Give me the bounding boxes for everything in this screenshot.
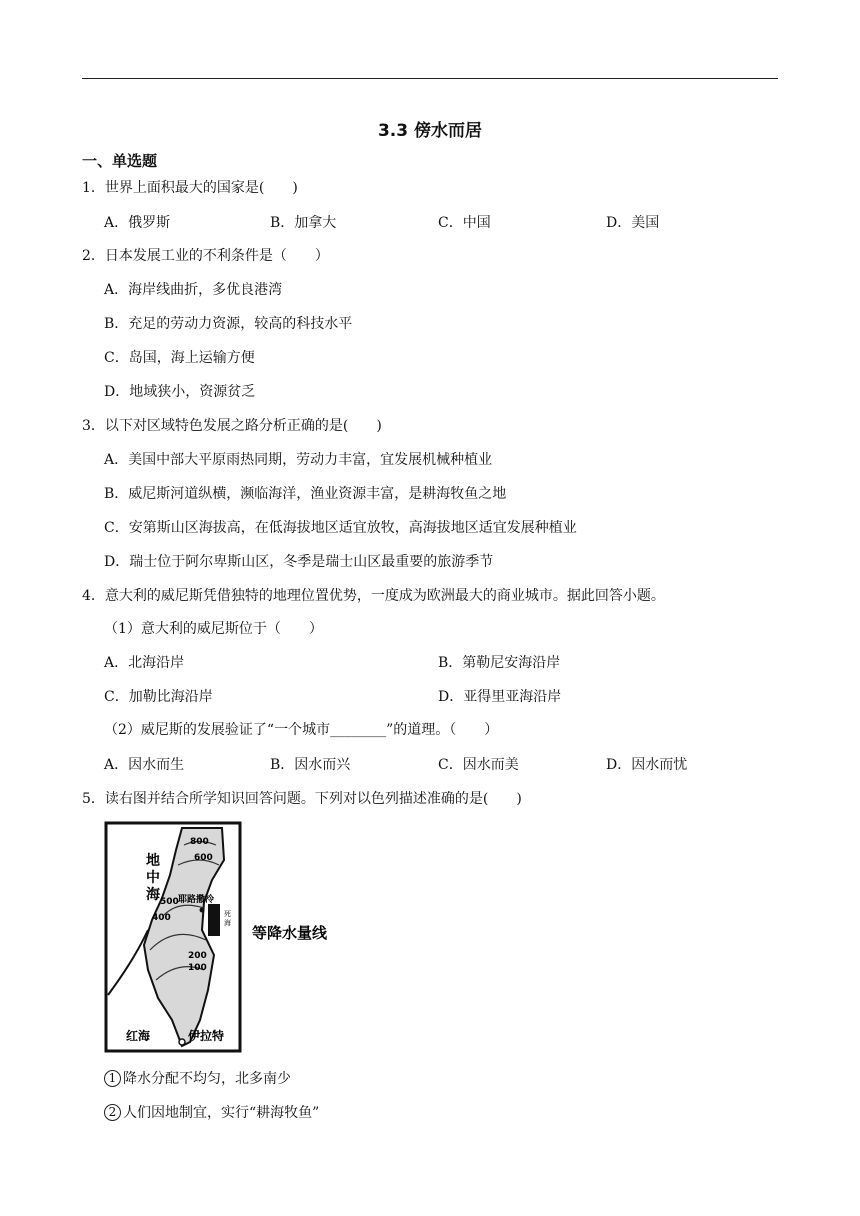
question-4-stem: 4．意大利的威尼斯凭借独特的地理位置优势，一度成为欧洲最大的商业城市。据此回答小题。 xyxy=(82,588,665,604)
question-3-option-b[interactable]: B．威尼斯河道纵横，濒临海洋，渔业资源丰富，是耕海牧鱼之地 xyxy=(104,486,507,502)
page-title: 3.3 傍水而居 xyxy=(377,121,483,141)
statement-1-text: 降水分配不均匀，北多南少 xyxy=(123,1071,291,1087)
isoline-label-500: 500 xyxy=(160,897,179,907)
label-di: 地 xyxy=(146,853,160,869)
question-1-options xyxy=(104,213,754,233)
question-5-statement-2 xyxy=(104,1103,319,1123)
question-2-option-a[interactable]: A．海岸线曲折，多优良港湾 xyxy=(104,282,283,298)
label-eilat: 伊拉特 xyxy=(188,1029,225,1043)
label-red-sea: 红海 xyxy=(126,1029,151,1043)
question-4-sub2-stem: （2）威尼斯的发展验证了“一个城市________”的道理。（ ） xyxy=(104,722,499,738)
question-5-stem: 5．读右图并结合所学知识回答问题。下列对以色列描述准确的是( ) xyxy=(82,791,522,807)
isoline-label-600: 600 xyxy=(194,853,213,863)
section-heading: 一、单选题 xyxy=(82,152,158,170)
isoline-label-400: 400 xyxy=(152,913,171,923)
statement-2-text: 人们因地制宜，实行“耕海牧鱼” xyxy=(123,1105,320,1121)
isoline-label-100: 100 xyxy=(188,963,207,973)
question-4-sub1-options-row1 xyxy=(104,653,754,673)
question-4-sub1-option-d[interactable]: D．亚得里亚海沿岸 xyxy=(438,689,562,705)
isoline-label-800: 800 xyxy=(190,837,209,847)
question-2-option-b[interactable]: B．充足的劳动力资源，较高的科技水平 xyxy=(104,316,353,332)
question-1-option-c[interactable]: C．中国 xyxy=(438,215,491,231)
dead-sea xyxy=(208,904,220,936)
question-1-option-d[interactable]: D．美国 xyxy=(606,215,660,231)
label-jerusalem: 耶路撒冷 xyxy=(178,895,215,905)
statement-1-number: 1 xyxy=(104,1070,121,1087)
israel-rainfall-map xyxy=(104,820,364,1055)
question-3-option-c[interactable]: C．安第斯山区海拔高，在低海拔地区适宜放牧，高海拔地区适宜发展种植业 xyxy=(104,520,577,536)
isoline-label-200: 200 xyxy=(188,951,207,961)
question-1-option-a[interactable]: A．俄罗斯 xyxy=(104,215,171,231)
question-4-sub2-option-b[interactable]: B．因水而兴 xyxy=(270,757,351,773)
question-3-option-d[interactable]: D．瑞士位于阿尔卑斯山区，冬季是瑞士山区最重要的旅游季节 xyxy=(104,554,494,570)
label-dead-sea-2: 海 xyxy=(224,919,231,927)
question-4-sub1-option-b[interactable]: B．第勒尼安海沿岸 xyxy=(438,655,561,671)
question-1-option-b[interactable]: B．加拿大 xyxy=(270,215,337,231)
jerusalem-dot xyxy=(200,908,205,913)
question-4-sub1-options-row2 xyxy=(104,687,754,707)
question-4-sub1-option-a[interactable]: A．北海沿岸 xyxy=(104,655,185,671)
label-isohyet: 等降水量线 xyxy=(252,924,328,942)
question-4-sub2-option-c[interactable]: C．因水而美 xyxy=(438,757,519,773)
label-zhong: 中 xyxy=(146,870,160,886)
header-rule xyxy=(82,78,778,79)
coast-line xyxy=(108,930,148,995)
question-3-option-a[interactable]: A．美国中部大平原雨热同期，劳动力丰富，宜发展机械种植业 xyxy=(104,452,493,468)
question-2-stem: 2．日本发展工业的不利条件是（ ） xyxy=(82,248,329,264)
question-5-statement-1 xyxy=(104,1069,291,1089)
question-2-option-d[interactable]: D．地域狭小，资源贫乏 xyxy=(104,384,256,400)
question-4-sub2-options xyxy=(104,755,754,775)
question-4-sub1-option-c[interactable]: C．加勒比海沿岸 xyxy=(104,689,213,705)
statement-2-number: 2 xyxy=(104,1104,121,1121)
question-1-stem: 1．世界上面积最大的国家是( ) xyxy=(82,180,298,196)
question-3-stem: 3．以下对区域特色发展之路分析正确的是( ) xyxy=(82,418,382,434)
question-4-sub2-option-a[interactable]: A．因水而生 xyxy=(104,757,185,773)
eilat-dot xyxy=(179,1039,185,1045)
question-2-option-c[interactable]: C．岛国，海上运输方便 xyxy=(104,350,255,366)
label-hai: 海 xyxy=(146,887,160,903)
question-4-sub2-option-d[interactable]: D．因水而忧 xyxy=(606,757,688,773)
label-dead-sea-1: 死 xyxy=(224,910,231,918)
question-4-sub1-stem: （1）意大利的威尼斯位于（ ） xyxy=(104,621,323,637)
